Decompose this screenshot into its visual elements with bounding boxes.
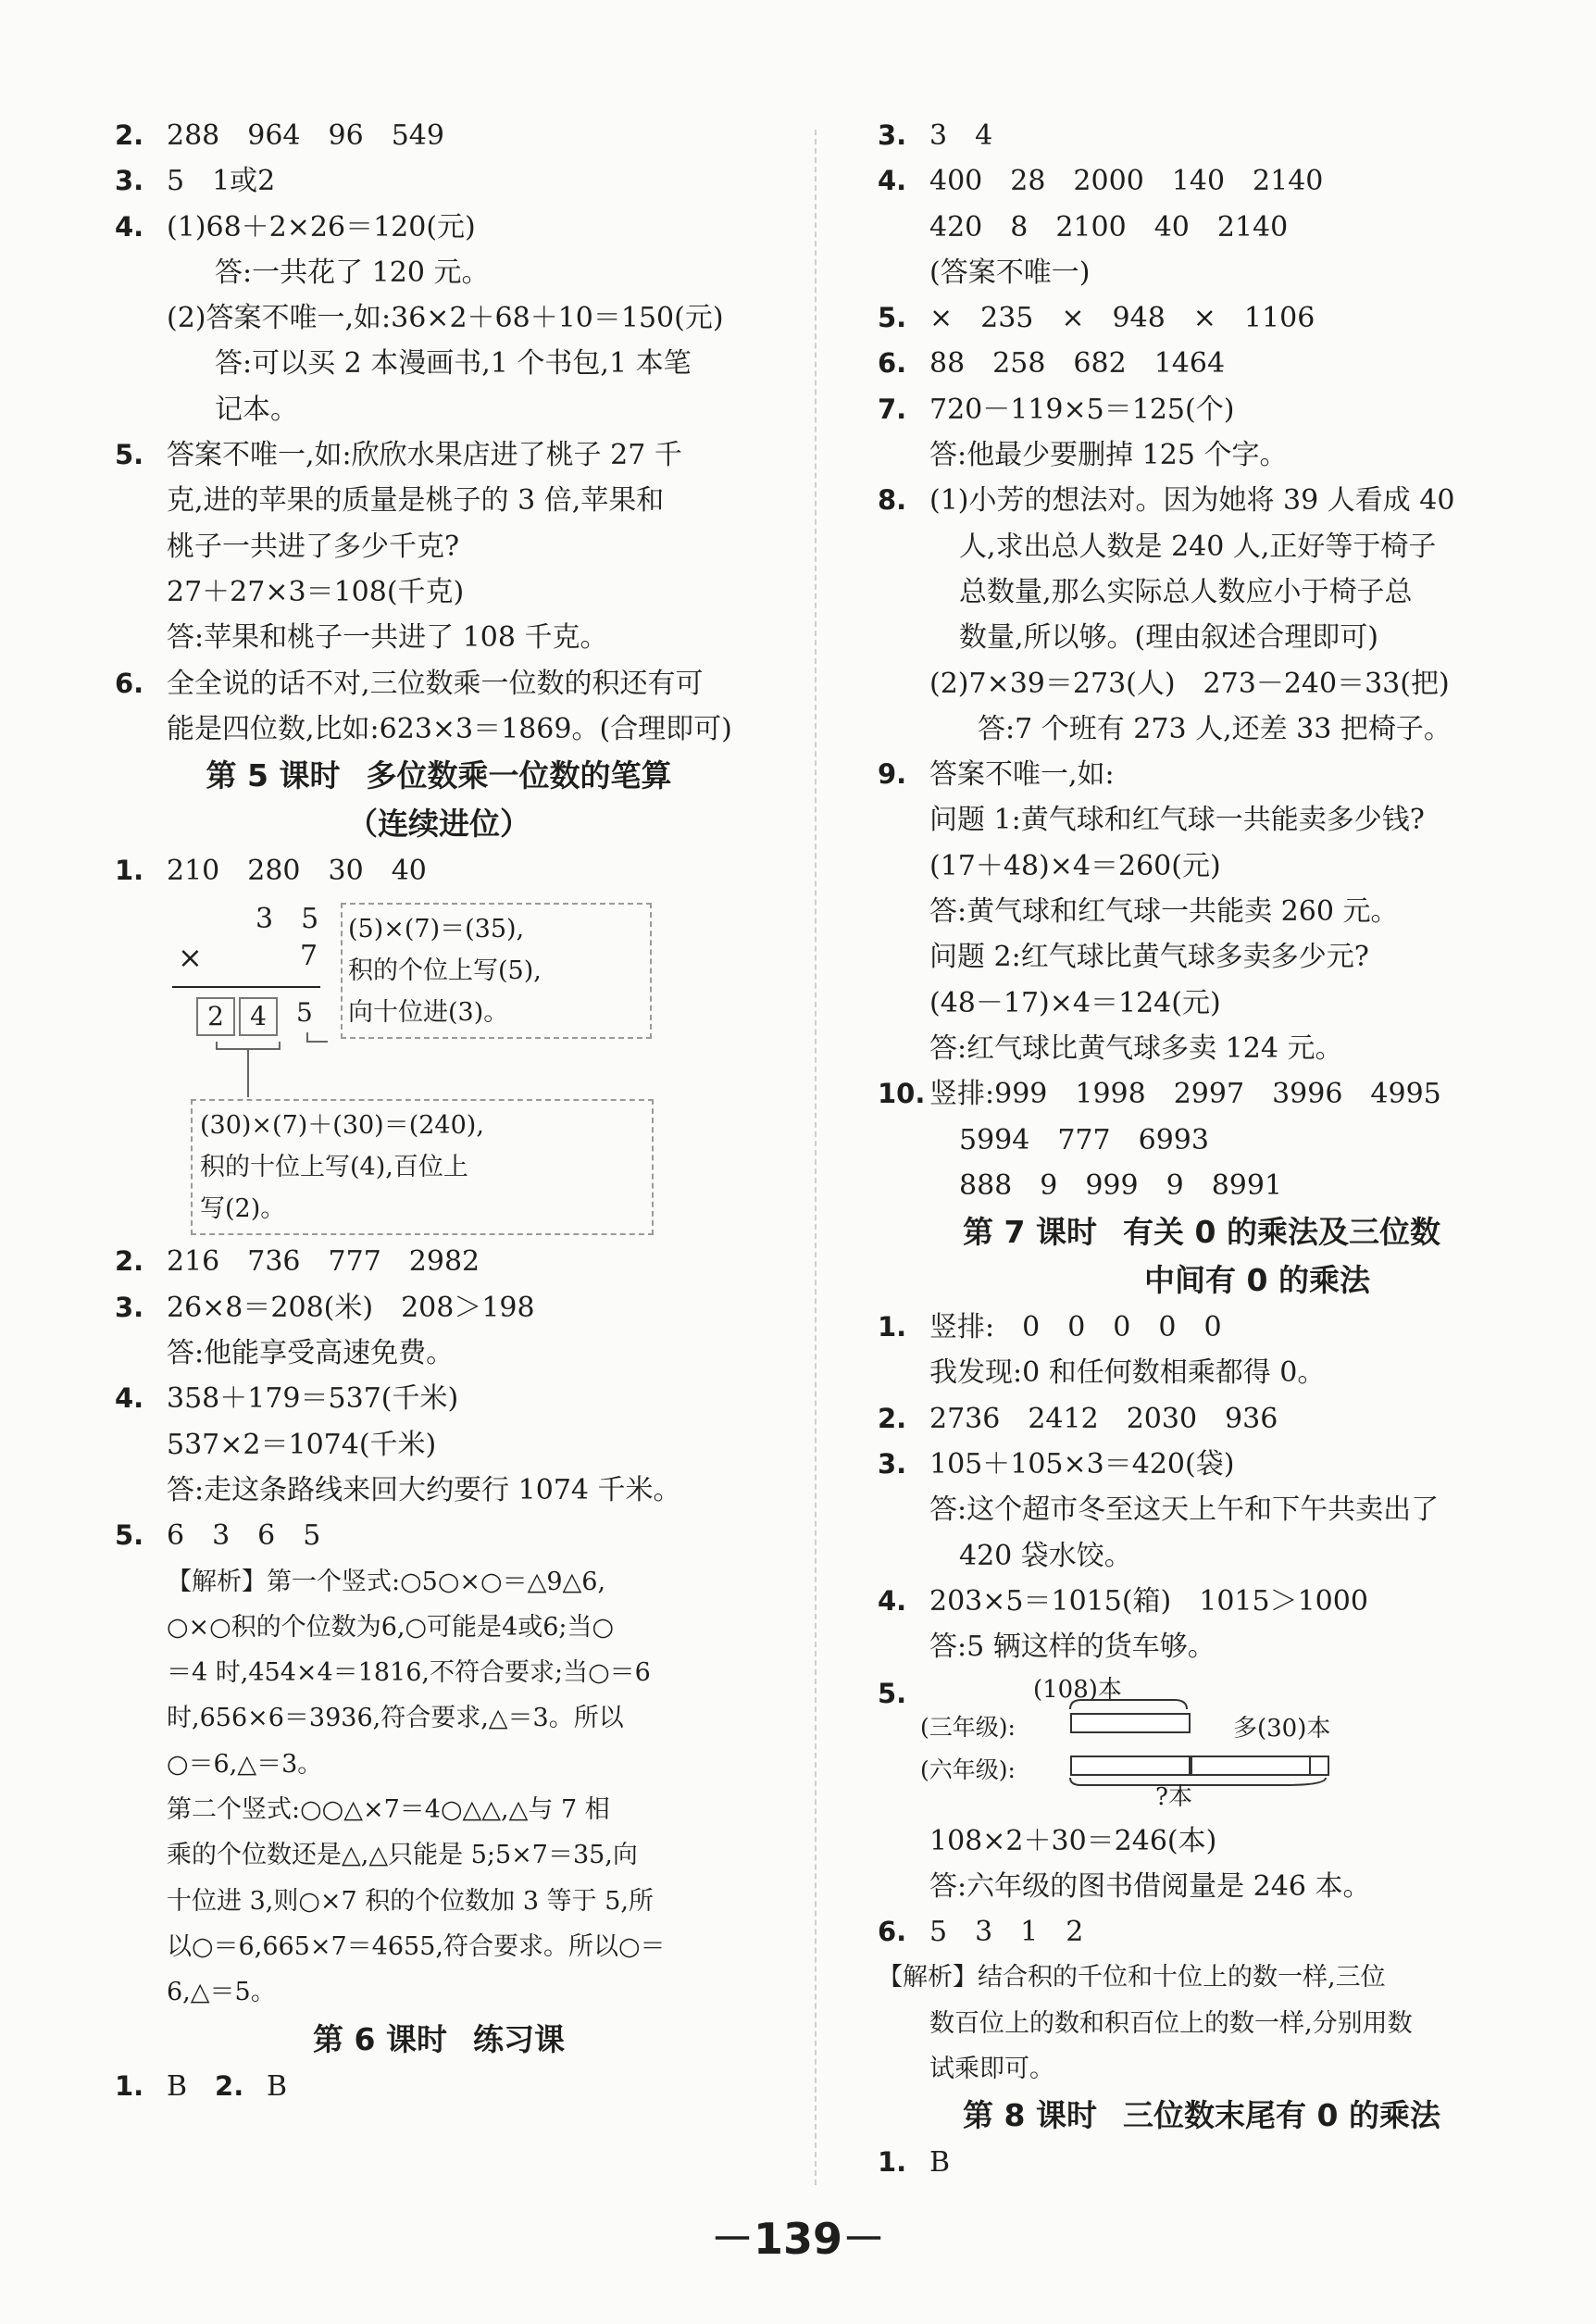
answer-line: (48－17)×4＝124(元) (929, 986, 1221, 1019)
lesson-heading: 第 5 课时 多位数乘一位数的笔算 (206, 757, 672, 794)
left-column (115, 113, 763, 2109)
answer-line: 1. B 2. B (115, 2069, 288, 2103)
answer-line: 5. 答案不唯一,如:欣欣水果店进了桃子 27 千 (115, 439, 682, 472)
answer-line: 3. 3 4 (878, 119, 993, 152)
answer-line: 4. (1)68＋2×26＝120(元) (115, 210, 476, 244)
answer-line: 答:可以买 2 本漫画书,1 个书包,1 本笔 (215, 347, 692, 381)
brace-icon (1063, 1689, 1340, 1791)
answer-line: 10. 竖排:999 1998 2997 3996 4995 (878, 1078, 1441, 1111)
answer-line: 答:7 个班有 273 人,还差 33 把椅子。 (978, 712, 1452, 745)
answer-line: 答:黄气球和红气球一共能卖 260 元。 (929, 895, 1399, 929)
times-sign: × (178, 940, 203, 976)
analysis-line: 第二个竖式:○○△×7＝4○△△,△与 7 相 (167, 1795, 610, 1825)
answer-line: 537×2＝1074(千米) (167, 1428, 437, 1461)
answer-line: 420 8 2100 40 2140 (929, 210, 1289, 244)
product-digit: 2 (196, 997, 235, 1036)
grade6-label: (六年级): (920, 1755, 1016, 1783)
analysis-line: 十位进 3,则○×7 积的个位数加 3 等于 5,所 (167, 1886, 654, 1916)
analysis-line: 乘的个位数还是△,△只能是 5;5×7＝35,向 (167, 1841, 638, 1870)
carry-arrow-icon (198, 1032, 337, 1106)
grade3-label: (三年级): (920, 1713, 1016, 1741)
analysis-line: ＝4 时,454×4＝1816,不符合要求;当○＝6 (167, 1658, 651, 1688)
answer-line: 答:一共花了 120 元。 (215, 256, 490, 289)
answer-line: 答:他能享受高速免费。 (167, 1337, 455, 1370)
analysis-line: ○＝6,△＝3。 (167, 1749, 323, 1779)
answer-line: 6. 88 258 682 1464 (878, 347, 1226, 381)
answer-line: 数量,所以够。(理由叙述合理即可) (959, 621, 1378, 655)
answer-line: 人,求出总人数是 240 人,正好等于椅子 (959, 530, 1437, 563)
analysis-line: ○×○积的个位数为6,○可能是4或6;当○ (167, 1612, 615, 1642)
vertical-multiplication-diagram (115, 893, 763, 1224)
answer-line: 1. 竖排: 0 0 0 0 0 (878, 1311, 1222, 1344)
analysis-line: 数百位上的数和积百位上的数一样,分别用数 (929, 2008, 1413, 2038)
answer-line: 答:走这条路线来回大约要行 1074 千米。 (167, 1473, 681, 1506)
explanation-box-tens: (30)×(7)＋(30)＝(240), 积的十位上写(4),百位上 写(2)。 (191, 1099, 654, 1235)
analysis-line: 【解析】结合积的千位和十位上的数一样,三位 (878, 1963, 1386, 1993)
result-line (172, 986, 320, 988)
answer-line: 桃子一共进了多少千克? (167, 530, 460, 563)
answer-line: 答:这个超市冬至这天上午和下午共卖出了 (929, 1493, 1440, 1527)
answer-line: 答:苹果和桃子一共进了 108 千克。 (167, 621, 608, 655)
answer-line: 8. (1)小芳的想法对。因为她将 39 人看成 40 (878, 484, 1455, 518)
answer-line: 问题 2:红气球比黄气球多卖多少元? (929, 941, 1369, 974)
more-label: 多(30)本 (1233, 1714, 1331, 1743)
column-divider (815, 130, 817, 2185)
answer-line: 3. 5 1或2 (115, 165, 276, 198)
answer-line: 答:5 辆这样的货车够。 (929, 1631, 1216, 1664)
answer-line: 1. B (878, 2146, 951, 2180)
answer-line: 888 9 999 9 8991 (959, 1168, 1283, 1202)
answer-line: 克,进的苹果的质量是桃子的 3 倍,苹果和 (167, 484, 665, 518)
answer-line: 4. 358＋179＝537(千米) (115, 1382, 459, 1416)
answer-line: 2. 288 964 96 549 (115, 119, 444, 152)
answer-line: 4. 400 28 2000 140 2140 (878, 165, 1324, 198)
answer-line: 4. 203×5＝1015(箱) 1015＞1000 (878, 1584, 1368, 1618)
product-digit: 5 (296, 997, 313, 1029)
segment-diagram: 5. (108)本 (三年级): 多(30)本 (六年级): ?本 (878, 1670, 1526, 1791)
answer-line: (答案不唯一) (929, 256, 1091, 289)
answer-line: 7. 720－119×5＝125(个) (878, 393, 1235, 426)
answer-line: 我发现:0 和任何数相乘都得 0。 (929, 1356, 1326, 1390)
answer-line: 3. 105＋105×3＝420(袋) (878, 1448, 1235, 1481)
lesson-heading: 第 7 课时 有关 0 的乘法及三位数 (963, 1214, 1440, 1251)
answer-line: 2. 2736 2412 2030 936 (878, 1402, 1278, 1435)
answer-line: 5994 777 6993 (959, 1123, 1209, 1156)
right-column (878, 113, 1526, 2186)
product-digit: 4 (239, 997, 278, 1036)
analysis-line: 6,△＝5。 (167, 1978, 276, 2007)
analysis-line: 以○＝6,665×7＝4655,符合要求。所以○＝ (167, 1931, 666, 1961)
answer-line: 6. 全全说的话不对,三位数乘一位数的积还有可 (115, 667, 704, 700)
multiplicand: 3 5 (256, 903, 319, 936)
lesson-heading-sub: 中间有 0 的乘法 (1144, 1262, 1370, 1299)
answer-line: 2. 216 736 777 2982 (115, 1245, 480, 1279)
lesson-heading: 第 8 课时 三位数末尾有 0 的乘法 (963, 2097, 1440, 2134)
answer-line: (2)7×39＝273(人) 273－240＝33(把) (929, 667, 1450, 700)
explanation-box-ones: (5)×(7)＝(35), 积的个位上写(5), 向十位进(3)。 (341, 903, 652, 1039)
multiplier: 7 (300, 940, 318, 973)
analysis-line: 【解析】第一个竖式:○5○×○＝△9△6, (167, 1567, 606, 1596)
answer-line: (2)答案不唯一,如:36×2＋68＋10＝150(元) (167, 302, 724, 335)
answer-line: 27＋27×3＝108(千克) (167, 575, 465, 608)
analysis-line: 时,656×6＝3936,符合要求,△＝3。所以 (167, 1704, 624, 1733)
answer-line: 能是四位数,比如:623×3＝1869。(合理即可) (167, 712, 732, 745)
answer-line: 问题 1:黄气球和红气球一共能卖多少钱? (929, 804, 1425, 837)
answer-line: 3. 26×8＝208(米) 208＞198 (115, 1291, 535, 1324)
page-number: －139－ (710, 2214, 886, 2264)
analysis-line: 试乘即可。 (929, 2054, 1054, 2083)
answer-line: 420 袋水饺。 (959, 1539, 1132, 1572)
answer-line: 6. 5 3 1 2 (878, 1916, 1084, 1949)
answer-line: 记本。 (215, 393, 298, 426)
answer-line: 1. 210 280 30 40 (115, 855, 427, 888)
answer-line: 总数量,那么实际总人数应小于椅子总 (959, 575, 1413, 608)
lesson-heading-sub: （连续进位） (347, 806, 530, 843)
diagram-top-label: (108)本 (1033, 1675, 1122, 1704)
answer-line: 答:六年级的图书借阅量是 246 本。 (929, 1869, 1371, 1903)
answer-line: 9. 答案不唯一,如: (878, 758, 1115, 792)
answer-line: 答:红气球比黄气球多卖 124 元。 (929, 1031, 1343, 1065)
question-label: ?本 (1155, 1782, 1192, 1811)
answer-line: 5. × 235 × 948 × 1106 (878, 302, 1315, 335)
answer-line: (17＋48)×4＝260(元) (929, 849, 1221, 882)
answer-line: 5. 6 3 6 5 (115, 1519, 321, 1553)
answer-line: 答:他最少要删掉 125 个字。 (929, 439, 1288, 472)
answer-line: 108×2＋30＝246(本) (929, 1824, 1217, 1857)
lesson-heading: 第 6 课时 练习课 (313, 2020, 565, 2057)
